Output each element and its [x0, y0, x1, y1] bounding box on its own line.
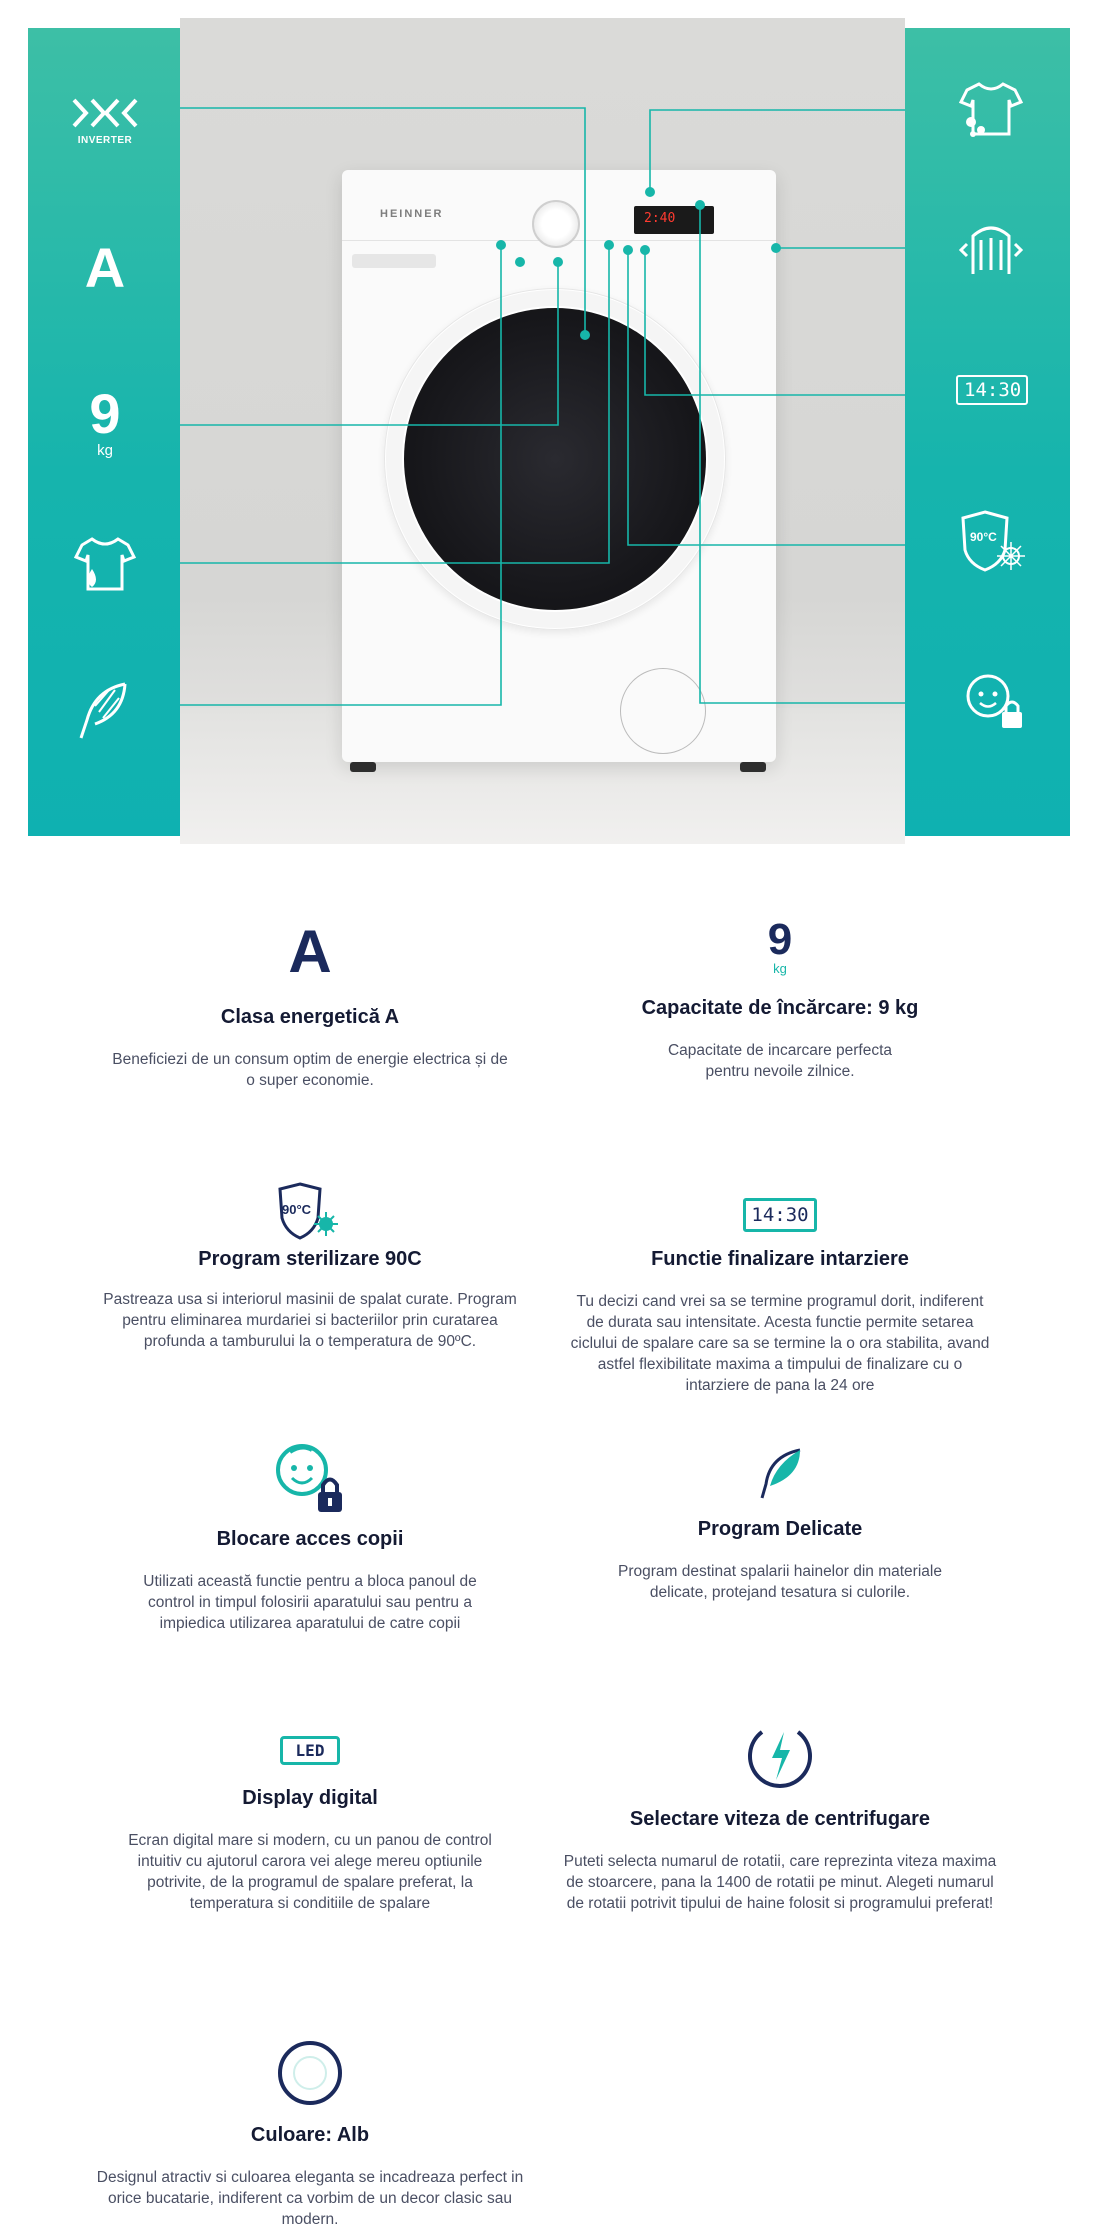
inverter-icon: [60, 96, 150, 146]
shirt-water-icon: [74, 535, 136, 600]
feature-title: Clasa energetică A: [220, 1006, 400, 1028]
capacity-9kg-icon: [560, 915, 1000, 976]
feature-spin-speed: [560, 1722, 1000, 1914]
feature-energy-class: [90, 920, 530, 1091]
feature-description: Pastreaza usa si interiorul masinii de spalat curate. Program pentru eliminarea murdariei si bacteriilor prin curatarea profunda a tamburului la o temperatura de 90ºC.: [103, 1291, 517, 1350]
feature-sterilization: [90, 1182, 530, 1352]
feature-title: Program sterilizare 90C: [198, 1248, 422, 1270]
feature-delicate: [560, 1448, 1000, 1603]
feature-title: Functie finalizare intarziere: [651, 1248, 909, 1270]
feature-delay-timer: [560, 1198, 1000, 1396]
feature-description: Puteti selecta numarul de rotatii, care reprezinta viteza maxima de stoarcere, pana la 1400 de rotatii pe minut. Alegeti numarul de rotatii potrivit tipului de haine folosit si programului preferat!: [563, 1853, 997, 1912]
feature-description: Tu decizi cand vrei sa se termine programul dorit, indiferent de durata sau intensitate. Acesta functie permite setarea ciclului de spalare care sa se termine la o ora stabilita, avand astfel flexibilitate maxima a timpului de finalizare cu o intarziere de pana la 24 ore: [570, 1293, 990, 1394]
feather-icon: [72, 680, 134, 747]
shirt-bubbles-icon: [958, 80, 1024, 145]
feature-title: Program Delicate: [697, 1518, 863, 1540]
sterilization-90c-icon: [278, 1182, 342, 1240]
hero-section: [0, 0, 1097, 850]
feature-title: Display digital: [242, 1787, 378, 1809]
capacity-icon: [70, 382, 140, 459]
child-lock-icon: [272, 1440, 348, 1516]
capacity-icon-number: 9: [767, 915, 793, 964]
timer-display-icon: [956, 375, 1028, 405]
feature-title: Culoare: Alb: [250, 2124, 370, 2146]
feature-description: Ecran digital mare si modern, cu un panou de control intuitiv cu ajutorul carora vei alege mereu optiunile potrivite, de la programul de spalare preferat, la temperatura si conditiile de spalare: [128, 1832, 492, 1912]
inverter-label: INVERTER: [77, 135, 133, 146]
feature-child-lock: [90, 1440, 530, 1634]
feature-description: Designul atractiv si culoarea eleganta se incadreaza perfect in orice bucatarie, indiferent ca vorbim de un decor clasic sau modern.: [96, 2169, 524, 2228]
feature-description: Program destinat spalarii hainelor din materiale delicate, protejand tesatura si culorile.: [618, 1563, 942, 1601]
feature-capacity: [560, 915, 1000, 1082]
feature-title: Blocare acces copii: [216, 1528, 404, 1550]
energy-class-letter: A: [84, 236, 126, 299]
delay-timer-icon: 14:30: [743, 1198, 817, 1232]
machine-display-time: 2:40: [644, 211, 676, 226]
feature-description: Utilizati această functie pentru a bloca panoul de control in timpul folosirii aparatului sau pentru a impiedica utilizarea aparatului de catre copii: [143, 1573, 477, 1632]
energy-class-a-icon: A: [288, 918, 332, 985]
capacity-icon-unit: kg: [773, 961, 787, 976]
sterilization-icon-temp: 90°C: [282, 1202, 312, 1217]
led-display-icon: LED: [280, 1736, 340, 1765]
capacity-value: 9: [89, 382, 121, 445]
timer-display-text: 14:30: [956, 375, 1028, 405]
feature-description: Beneficiezi de un consum optim de energie electrica și de o super economie.: [112, 1051, 508, 1089]
feature-description: Capacitate de incarcare perfecta pentru nevoile zilnice.: [667, 1042, 893, 1080]
feature-display: [90, 1736, 530, 1914]
spin-speed-icon: [746, 1722, 814, 1790]
color-white-icon: [277, 2040, 343, 2106]
capacity-unit: kg: [97, 442, 113, 459]
child-lock-band-icon: [962, 670, 1026, 737]
drum-steam-icon: [958, 222, 1024, 283]
feature-color: [90, 2040, 530, 2230]
feature-title: Selectare viteza de centrifugare: [629, 1808, 931, 1830]
sterilize-shield-icon: [960, 510, 1028, 577]
energy-class-icon: [70, 236, 140, 299]
feature-title: Capacitate de încărcare: 9 kg: [641, 997, 919, 1019]
feather-delicate-icon: [756, 1448, 804, 1500]
sterilize-temp: 90°C: [970, 530, 997, 544]
callout-lines: [0, 0, 1097, 850]
brand-logo: HEINNER: [380, 208, 444, 220]
